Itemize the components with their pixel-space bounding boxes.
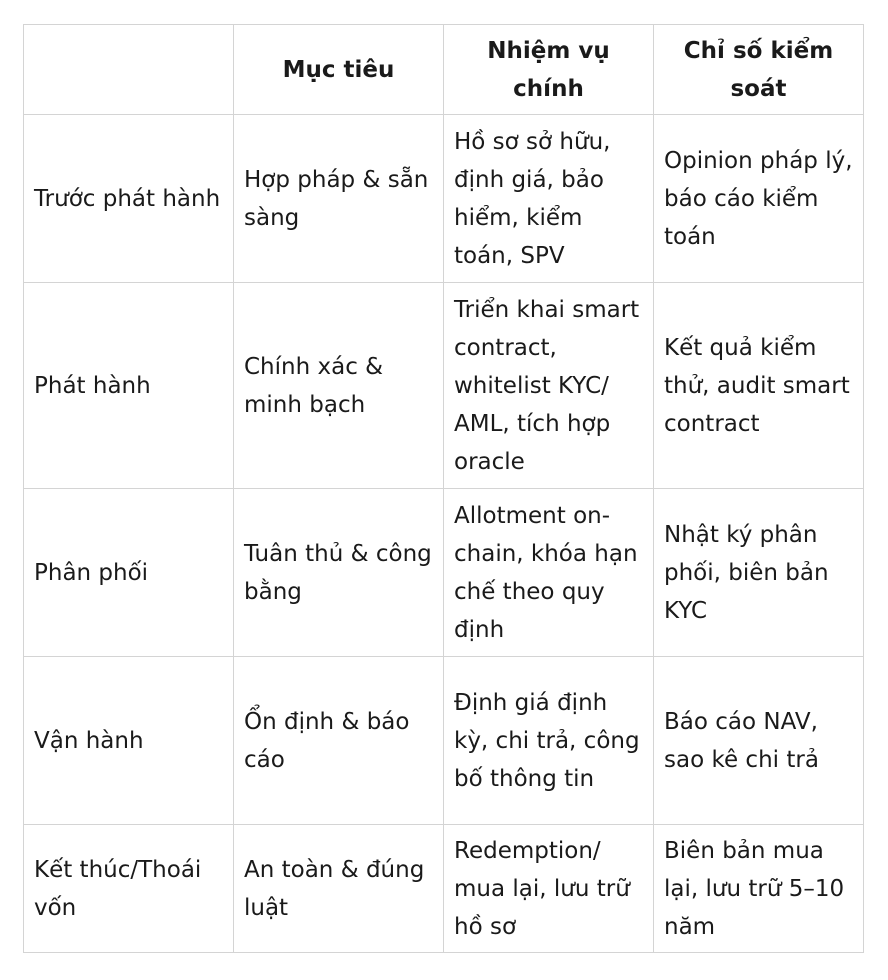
table-row <box>24 115 864 283</box>
cell-goal: Hợp pháp & sẵn sàng <box>234 115 444 283</box>
cell-tasks: Triển khai smart contract, whitelist KYC/ AML, tích hợp oracle <box>444 283 654 489</box>
lifecycle-table <box>23 24 864 953</box>
cell-stage: Kết thúc/Thoái vốn <box>24 825 234 953</box>
header-controls: Chỉ số kiểm soát <box>654 25 864 115</box>
cell-controls: Báo cáo NAV, sao kê chi trả <box>654 657 864 825</box>
cell-goal: Chính xác & minh bạch <box>234 283 444 489</box>
table-row <box>24 657 864 825</box>
table-row <box>24 283 864 489</box>
cell-controls: Nhật ký phân phối, biên bản KYC <box>654 489 864 657</box>
cell-stage: Vận hành <box>24 657 234 825</box>
cell-controls: Opinion pháp lý, báo cáo kiểm toán <box>654 115 864 283</box>
cell-tasks: Định giá định kỳ, chi trả, công bố thông tin <box>444 657 654 825</box>
lifecycle-table-container <box>23 24 864 953</box>
table-row <box>24 489 864 657</box>
header-stage <box>24 25 234 115</box>
cell-tasks: Hồ sơ sở hữu, định giá, bảo hiểm, kiểm toán, SPV <box>444 115 654 283</box>
cell-stage: Phát hành <box>24 283 234 489</box>
cell-controls: Kết quả kiểm thử, audit smart contract <box>654 283 864 489</box>
cell-tasks: Redemption/ mua lại, lưu trữ hồ sơ <box>444 825 654 953</box>
cell-stage: Phân phối <box>24 489 234 657</box>
cell-tasks: Allotment on-chain, khóa hạn chế theo quy định <box>444 489 654 657</box>
header-goal: Mục tiêu <box>234 25 444 115</box>
table-header-row <box>24 25 864 115</box>
table-row <box>24 825 864 953</box>
header-tasks: Nhiệm vụ chính <box>444 25 654 115</box>
cell-goal: Tuân thủ & công bằng <box>234 489 444 657</box>
cell-goal: Ổn định & báo cáo <box>234 657 444 825</box>
cell-controls: Biên bản mua lại, lưu trữ 5–10 năm <box>654 825 864 953</box>
cell-stage: Trước phát hành <box>24 115 234 283</box>
cell-goal: An toàn & đúng luật <box>234 825 444 953</box>
